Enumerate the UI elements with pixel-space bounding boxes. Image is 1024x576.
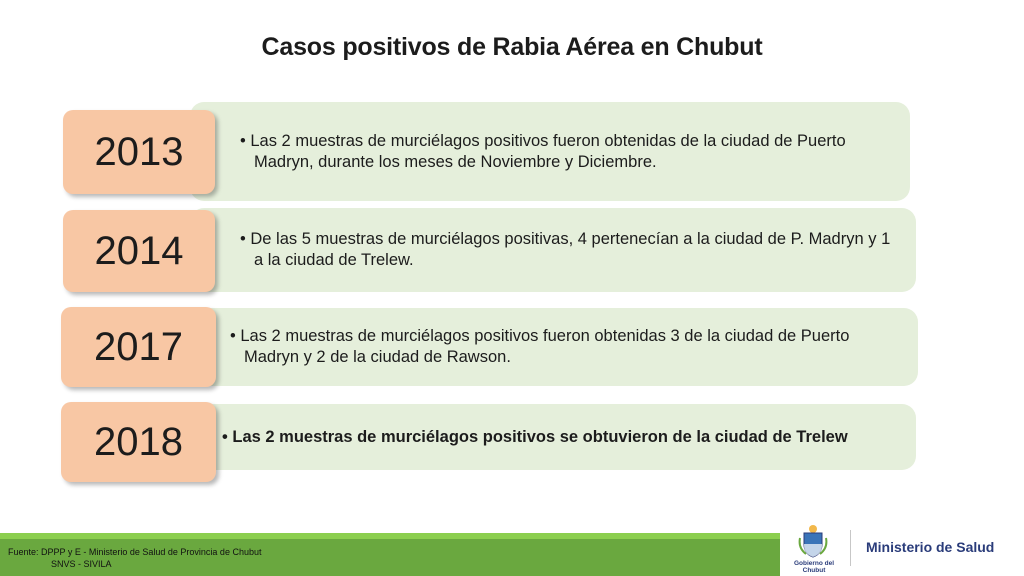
row-text-2018: Las 2 muestras de murciélagos positivos se obtuvieron de la ciudad de Trelew	[232, 427, 848, 446]
footer-source	[8, 546, 261, 570]
footer-line-1: Fuente: DPPP y E - Ministerio de Salud de Provincia de Chubut	[8, 547, 262, 557]
row-panel-2017: • Las 2 muestras de murciélagos positivos fueron obtenidas 3 de la ciudad de Puerto Madryn y 2 de la ciudad de Rawson.	[190, 308, 918, 386]
row-panel-2013: • Las 2 muestras de murciélagos positivos fueron obtenidas de la ciudad de Puerto Madryn, durante los meses de Noviembre y Diciembre.	[190, 102, 910, 201]
year-badge-2017: 2017	[61, 307, 216, 387]
row-text-2017: Las 2 muestras de murciélagos positivos fueron obtenidas 3 de la ciudad de Puerto Madryn y 2 de la ciudad de Rawson.	[240, 327, 850, 366]
slide-title: Casos positivos de Rabia Aérea en Chubut	[261, 33, 763, 61]
ministerio-label: Ministerio de Salud	[866, 539, 995, 555]
footer-accent	[0, 533, 780, 539]
year-badge-2013: 2013	[63, 110, 215, 194]
row-panel-2014: • De las 5 muestras de murciélagos positivas, 4 pertenecían a la ciudad de P. Madryn y 1 a la ciudad de Trelew.	[190, 208, 916, 292]
year-badge-2014: 2014	[63, 210, 215, 292]
government-logo	[780, 520, 1024, 576]
gobierno-label: Gobierno del Chubut	[793, 560, 835, 574]
year-badge-2018: 2018	[61, 402, 216, 482]
row-text-2013: Las 2 muestras de murciélagos positivos fueron obtenidas de la ciudad de Puerto Madryn, durante los meses de Noviembre y Diciembre.	[250, 131, 846, 171]
row-panel-2018: • Las 2 muestras de murciélagos positivos se obtuvieron de la ciudad de Trelew	[190, 404, 916, 470]
logo-divider	[850, 530, 851, 566]
row-text-2014: De las 5 muestras de murciélagos positivas, 4 pertenecían a la ciudad de P. Madryn y 1 a la ciudad de Trelew.	[250, 230, 891, 269]
footer-line-2: SNVS - SIVILA	[51, 559, 112, 569]
provincial-crest-icon	[798, 524, 828, 558]
